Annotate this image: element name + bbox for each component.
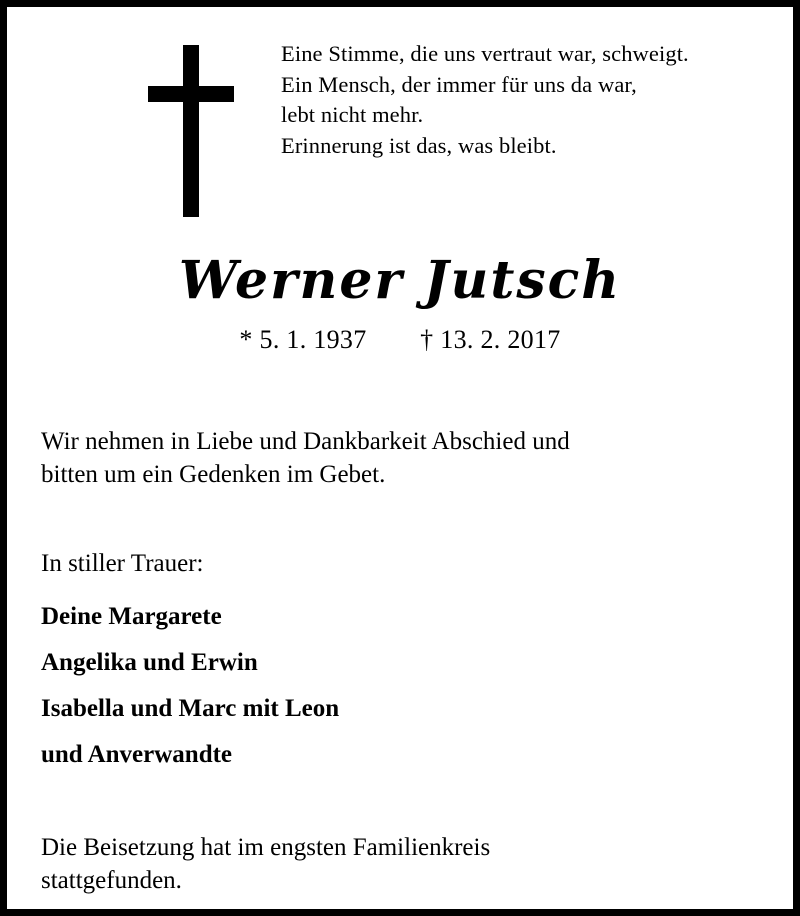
verse-line: lebt nicht mehr. (281, 102, 424, 128)
farewell-line: bitten um ein Gedenken im Gebet. (41, 461, 386, 489)
mourner-entry: und Anverwandte (41, 741, 233, 769)
life-dates (41, 325, 759, 355)
death-date: 13. 2. 2017 (440, 325, 561, 354)
notice-inner (7, 7, 793, 909)
verse-line: Eine Stimme, die uns vertraut war, schweigt. (281, 41, 689, 66)
funeral-info-line: stattgefunden. (41, 866, 182, 894)
cross-vertical-bar (183, 45, 199, 217)
farewell-line: Wir nehmen in Liebe und Dankbarkeit Abschied und (41, 428, 570, 455)
deceased-name: Werner Jutsch (178, 250, 622, 311)
cross-icon (41, 29, 281, 209)
funeral-info-line: Die Beisetzung hat im engsten Familienkreis (41, 833, 491, 861)
verse-line: Ein Mensch, der immer für uns da war, (281, 71, 637, 97)
death-symbol: † (420, 325, 434, 354)
farewell-text (41, 425, 759, 492)
mourner-entry: Isabella und Marc mit Leon (41, 695, 340, 722)
mourner-entry: Deine Margarete (41, 602, 222, 630)
cross-horizontal-bar (148, 86, 234, 102)
mourner-entry: Angelika und Erwin (41, 648, 258, 676)
mourners-list (41, 594, 759, 779)
verse-line: Erinnerung ist das, was bleibt. (281, 132, 557, 158)
birth-date: 5. 1. 1937 (259, 325, 367, 354)
birth-symbol: * (239, 325, 253, 354)
header-block (41, 29, 759, 209)
memorial-verse (281, 29, 759, 161)
funeral-info (41, 831, 759, 898)
mourning-label: In stiller Trauer: (41, 549, 204, 577)
